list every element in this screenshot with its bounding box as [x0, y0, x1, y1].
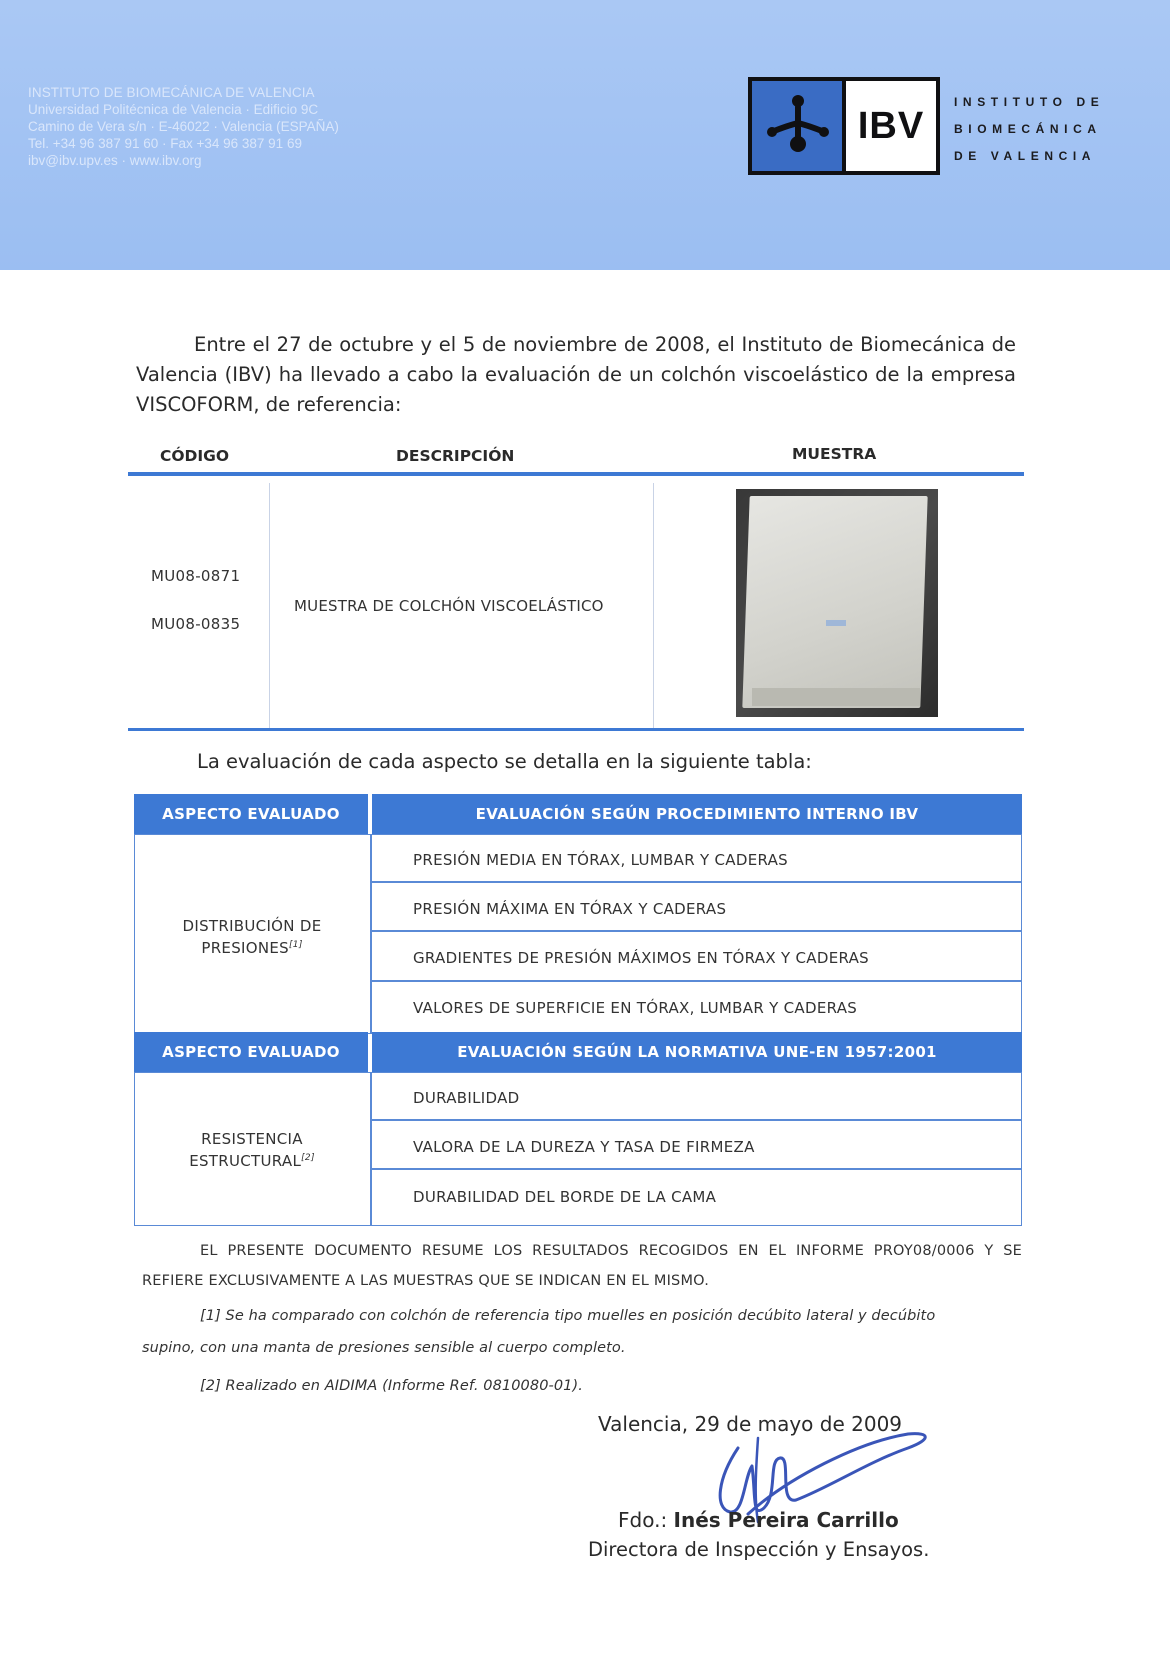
ibv-logo-text: IBV [846, 81, 936, 171]
column-header-description: DESCRIPCIÓN [396, 447, 515, 465]
row-divider [372, 930, 1022, 932]
summary-note: EL PRESENTE DOCUMENTO RESUME LOS RESULTADOS RECOGIDOS EN EL INFORME PROY08/0006 Y SE REFIERE EXCLUSIVAMENTE A LAS MUESTRAS QUE SE INDICAN EN EL MISMO. [142, 1243, 1022, 1289]
row-divider [372, 1168, 1022, 1170]
institute-address [28, 84, 408, 169]
aspect-name: DISTRIBUCIÓN DE PRESIONES[1] [182, 917, 322, 957]
evaluation-item: PRESIÓN MÁXIMA EN TÓRAX Y CADERAS [413, 900, 727, 918]
institute-name [954, 89, 1104, 170]
address-line: Camino de Vera s/n · E-46022 · Valencia (ESPAÑA) [28, 119, 339, 134]
section-subtitle: La evaluación de cada aspecto se detalla en la siguiente tabla: [197, 750, 812, 773]
evaluation-item: VALORA DE LA DUREZA Y TASA DE FIRMEZA [413, 1138, 755, 1156]
aspect-header: ASPECTO EVALUADO [134, 1032, 368, 1072]
evaluation-item: VALORES DE SUPERFICIE EN TÓRAX, LUMBAR Y CADERAS [413, 999, 858, 1017]
address-line: ibv@ibv.upv.es · www.ibv.org [28, 153, 202, 168]
aspect-name: RESISTENCIA ESTRUCTURAL[2] [189, 1130, 315, 1170]
table-top-rule [128, 472, 1024, 476]
institute-name-line: INSTITUTO DE [954, 95, 1105, 109]
table-bottom-rule [128, 728, 1024, 731]
aspect-header: ASPECTO EVALUADO [134, 794, 368, 834]
address-line: INSTITUTO DE BIOMECÁNICA DE VALENCIA [28, 85, 315, 100]
footnote-1: [1] Se ha comparado con colchón de referencia tipo muelles en posición decúbito lateral y decúbito [200, 1308, 936, 1324]
footnote-1-continued: supino, con una manta de presiones sensible al cuerpo completo. [142, 1340, 626, 1356]
evaluation-item: DURABILIDAD DEL BORDE DE LA CAMA [413, 1188, 717, 1206]
column-divider [653, 483, 654, 729]
footnote-ref: [1] [288, 940, 303, 950]
letterhead-band [0, 0, 1170, 270]
address-line: Tel. +34 96 387 91 60 · Fax +34 96 387 91 69 [28, 136, 302, 151]
footnote-2: [2] Realizado en AIDIMA (Informe Ref. 0810080-01). [200, 1378, 583, 1394]
evaluation-item: PRESIÓN MEDIA EN TÓRAX, LUMBAR Y CADERAS [413, 851, 788, 869]
row-divider [372, 980, 1022, 982]
procedure-header: EVALUACIÓN SEGÚN PROCEDIMIENTO INTERNO IBV [372, 794, 1022, 834]
ibv-logo [748, 77, 940, 175]
intro-paragraph: Entre el 27 de octubre y el 5 de noviembre de 2008, el Instituto de Biomecánica de Valencia (IBV) ha llevado a cabo la evaluación de un colchón viscoelástico de la empresa VISCOFORM, de referencia: [136, 333, 1016, 416]
column-divider [370, 1072, 372, 1226]
column-divider [269, 483, 270, 729]
signer-name: Inés Pereira Carrillo [673, 1508, 899, 1532]
evaluation-item: DURABILIDAD [413, 1089, 520, 1107]
column-divider [370, 834, 372, 1034]
mattress-shape [742, 496, 927, 708]
institute-name-line: BIOMECÁNICA [954, 122, 1102, 136]
institute-name-line: DE VALENCIA [954, 149, 1097, 163]
row-divider [372, 881, 1022, 883]
sample-code: MU08-0835 [151, 615, 241, 633]
place-and-date: Valencia, 29 de mayo de 2009 [598, 1412, 903, 1436]
column-header-code: CÓDIGO [160, 447, 230, 465]
footnote-ref: [2] [301, 1153, 315, 1163]
signer-role: Directora de Inspección y Ensayos. [588, 1538, 930, 1561]
signed-by: Fdo.: Inés Pereira Carrillo [618, 1508, 899, 1532]
evaluation-item: GRADIENTES DE PRESIÓN MÁXIMOS EN TÓRAX Y CADERAS [413, 949, 869, 967]
address-line: Universidad Politécnica de Valencia · Edificio 9C [28, 102, 319, 117]
row-divider [372, 1119, 1022, 1121]
mattress-side [752, 688, 920, 706]
sample-code: MU08-0871 [151, 567, 241, 585]
column-header-sample: MUESTRA [792, 445, 877, 463]
biomechanics-figure-icon [752, 81, 842, 171]
sample-description: MUESTRA DE COLCHÓN VISCOELÁSTICO [294, 597, 604, 615]
mattress-label [826, 620, 846, 626]
procedure-header: EVALUACIÓN SEGÚN LA NORMATIVA UNE-EN 1957:2001 [372, 1032, 1022, 1072]
